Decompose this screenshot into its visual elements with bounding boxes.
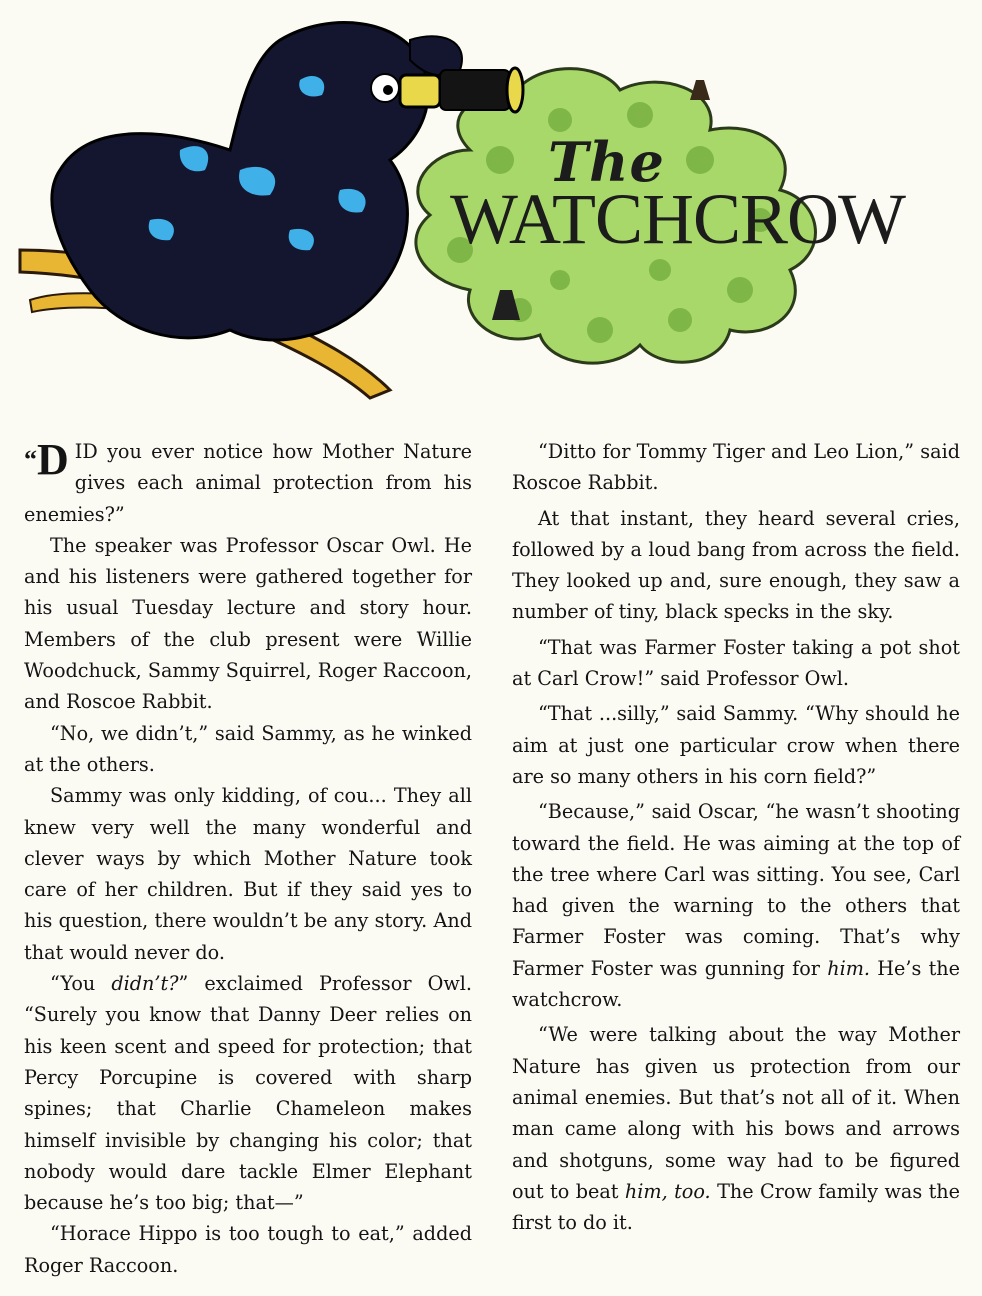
paragraph: “You didn’t?” exclaimed Professor Owl. “Surely you know that Danny Deer relies on his keen scent and speed for protection; that Percy Porcupine is covered with sharp spines; that Charlie Chameleon makes himself invisible by changing his color; that nobody would dare tackle Elmer Elephant because he’s too big; that—”: [24, 972, 472, 1215]
title-the: The: [548, 130, 665, 194]
paragraph: “Because,” said Oscar, “he wasn’t shooting toward the field. He was aiming at the top of the tree where Carl was sitting. You see, Carl had given the warning to the others that Farmer Foster was coming. That’s why Farmer Foster was gunning for him. He’s the watchcrow.: [512, 800, 961, 1012]
paragraph: “We were talking about the way Mother Nature has given us protection from our animal enemies. But that’s not all of it. When man came along with his bows and arrows and shotguns, some way had to be figured out to beat him, too. The Crow family was the first to do it.: [512, 1023, 961, 1235]
paragraph: Sammy was only kidding, of cou... They all knew very well the many wonderful and clever ways by which Mother Nature took care of her children. But if they said yes to his question, there wouldn’t be any story. And that would never do.: [24, 784, 472, 964]
left-column: [24, 436, 472, 1281]
paragraph: “That ...silly,” said Sammy. “Why should he aim at just one particular crow when there are so many others in his corn field?”: [512, 702, 960, 788]
paragraph: “That was Farmer Foster taking a pot shot at Carl Crow!” said Professor Owl.: [512, 635, 960, 691]
paragraph: “No, we didn’t,” said Sammy, as he winked at the others.: [24, 721, 472, 776]
paragraph: At that instant, they heard several cries, followed by a loud bang from across the field. They looked up and, sure enough, they saw a number of tiny, black specks in the sky.: [512, 506, 960, 624]
telescope: [400, 68, 523, 112]
dropcap: “D: [24, 435, 69, 484]
crow: [52, 23, 462, 340]
title-watchcrow: WATCHCROW: [450, 179, 905, 259]
paragraph: The speaker was Professor Oscar Owl. He and his listeners were gathered together for his usual Tuesday lecture and story hour. Members of the club present were Willie Woodchuck, Sammy Squirrel, Roger Raccoon, and Roscoe Rabbit.: [24, 533, 472, 714]
paragraph: “Ditto for Tommy Tiger and Leo Lion,” said Roscoe Rabbit.: [512, 440, 960, 495]
paragraph: “Horace Hippo is too tough to eat,” added Roger Raccoon.: [24, 1222, 472, 1277]
title-illustration: [0, 0, 982, 425]
paragraph: “D ID you ever notice how Mother Nature gives each animal protection from his enemies?”: [24, 435, 472, 526]
right-column: [512, 436, 960, 1238]
